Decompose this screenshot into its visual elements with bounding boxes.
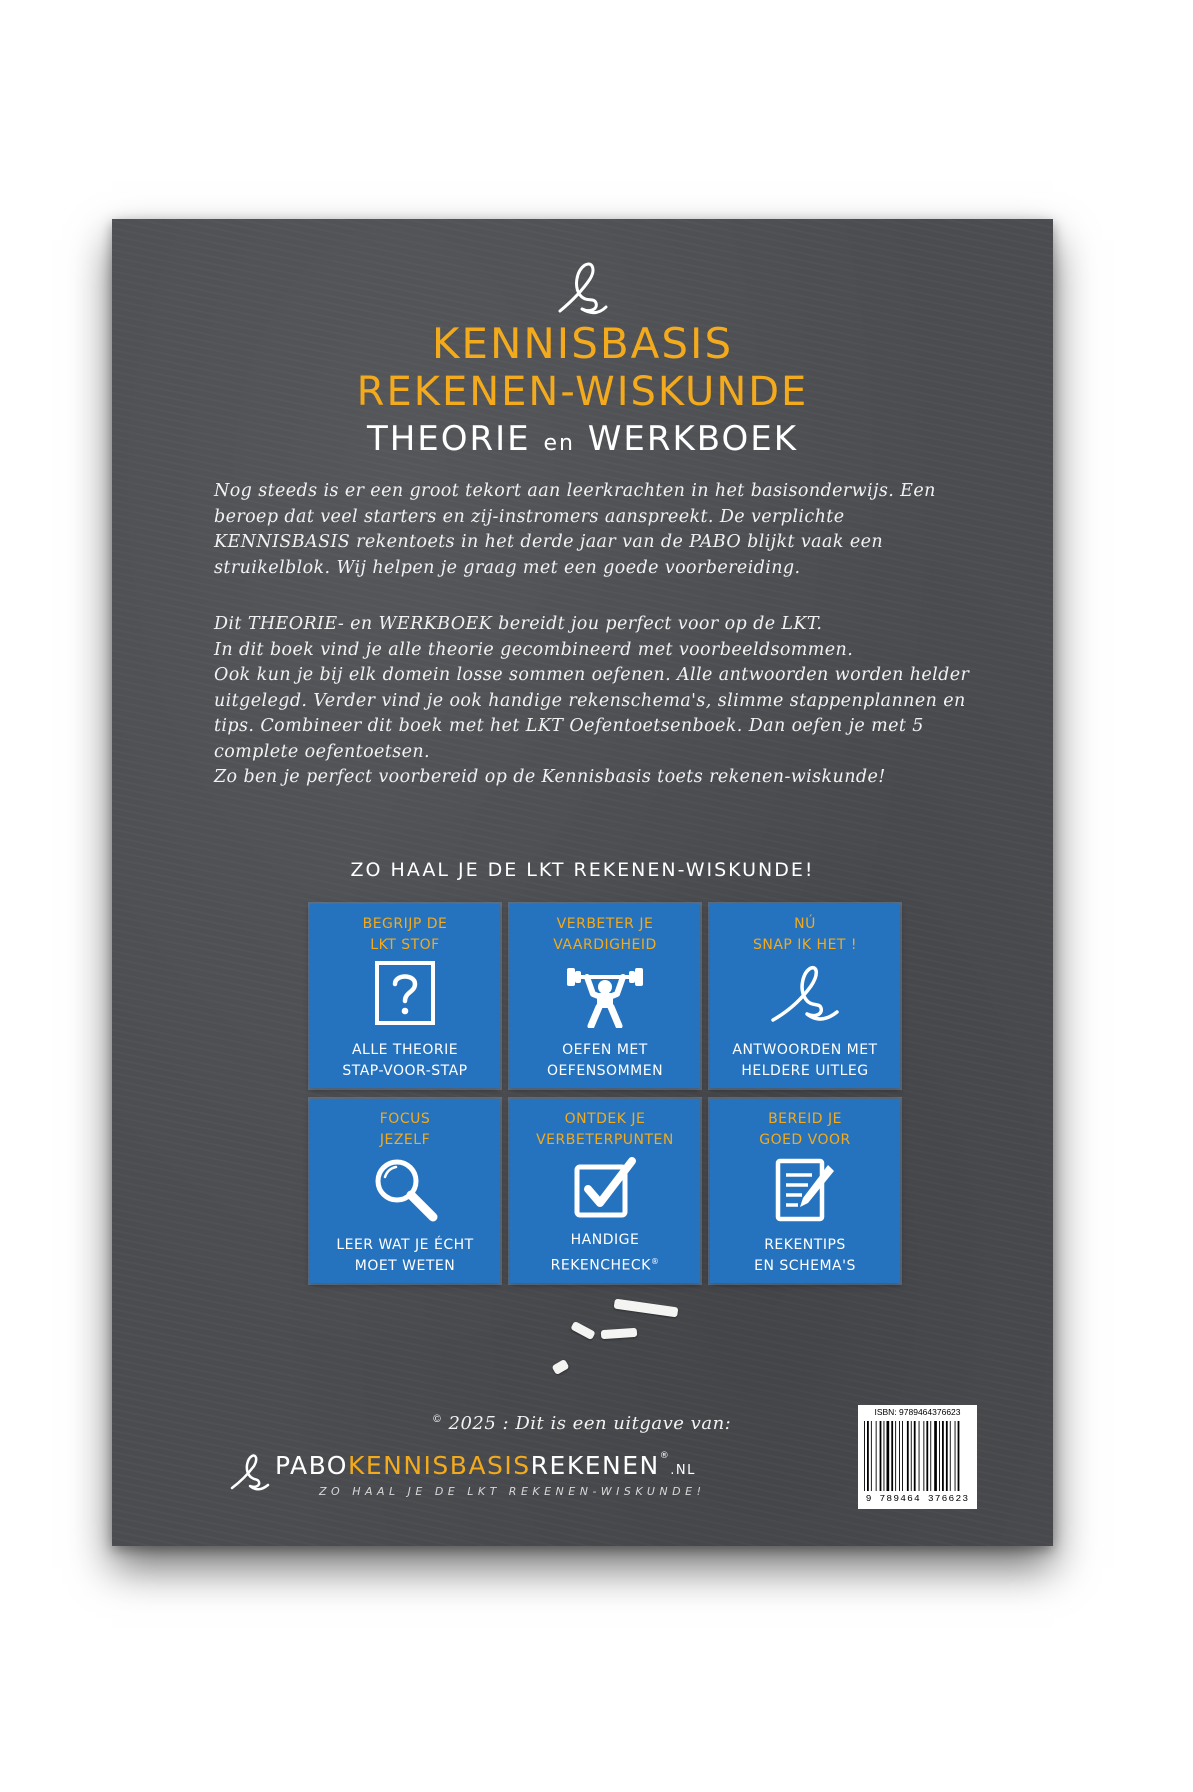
- tile-heading-line: SNAP IK HET !: [752, 937, 858, 953]
- feature-tile-tips: [710, 1099, 900, 1283]
- tile-heading: [310, 914, 500, 956]
- barcode-bar: [876, 1421, 877, 1491]
- tile-caption: [510, 1230, 700, 1277]
- barcode-bar: [955, 1421, 956, 1491]
- tile-caption-line: HANDIGE: [570, 1232, 640, 1249]
- tile-heading-line: GOED VOOR: [759, 1132, 851, 1148]
- brand-part-pabo: PABO: [275, 1451, 348, 1480]
- tile-caption-line: OEFENSOMMEN: [546, 1063, 664, 1079]
- tile-heading: [310, 1109, 500, 1151]
- feature-tile-answers: [710, 904, 900, 1088]
- title-line-3: [112, 419, 1053, 459]
- isbn-label: ISBN: 9789464376623: [874, 1407, 961, 1417]
- intro-paragraph: [214, 479, 974, 581]
- tile-caption-line: ALLE THEORIE: [351, 1042, 459, 1058]
- tile-caption: [510, 1040, 700, 1082]
- book-back-cover: [112, 219, 1053, 1546]
- copyright-line: [432, 1413, 731, 1434]
- brand-part-rekenen: REKENEN: [530, 1451, 660, 1480]
- barcode-bar: [891, 1421, 893, 1491]
- description-line: tips. Combineer dit boek met het LKT Oefentoetsenboek. Dan oefen je met 5: [214, 716, 924, 736]
- intro-line: beroep dat veel starters en zij-instromers aanspreekt. De verplichte: [214, 506, 845, 527]
- chalk-piece: [601, 1328, 638, 1339]
- barcode-bar: [864, 1421, 865, 1491]
- brand-signature-icon: [228, 1450, 272, 1494]
- slogan: ZO HAAL JE DE LKT REKENEN-WISKUNDE!: [350, 859, 815, 881]
- barcode-number: 9 789464 376623: [865, 1493, 970, 1504]
- brand-registered: ®: [659, 1451, 671, 1461]
- barcode-bar: [887, 1421, 890, 1491]
- barcode-bar: [939, 1421, 940, 1491]
- feature-tile-rekencheck: [510, 1099, 700, 1283]
- description-paragraph: [214, 612, 974, 791]
- intro-line: struikelblok. Wij helpen je graag met een goede voorbereiding.: [214, 557, 801, 578]
- barcode-bar: [919, 1421, 920, 1491]
- chalk-piece: [614, 1299, 679, 1318]
- isbn-barcode-box: [858, 1405, 977, 1509]
- barcode-bar: [884, 1421, 885, 1491]
- title-line-1: KENNISBASIS: [431, 319, 734, 368]
- barcode-bar: [899, 1421, 900, 1491]
- signature-icon: [767, 960, 843, 1028]
- barcode-bar: [958, 1421, 960, 1491]
- tile-caption-line: OEFEN MET: [562, 1042, 648, 1058]
- title-theorie: THEORIE: [366, 419, 531, 459]
- tile-heading: [510, 914, 700, 956]
- tile-caption: [310, 1235, 500, 1277]
- barcode: [863, 1421, 972, 1491]
- barcode-bar: [950, 1421, 951, 1491]
- tile-caption-text: REKENCHECK: [550, 1258, 651, 1274]
- barcode-bar: [871, 1421, 872, 1491]
- tile-heading: [710, 1109, 900, 1151]
- tile-caption-line: STAP-VOOR-STAP: [342, 1063, 468, 1079]
- tile-caption: [710, 1235, 900, 1277]
- publisher-brand: [275, 1451, 696, 1480]
- description-line: Zo ben je perfect voorbereid op de Kennisbasis toets rekenen-wiskunde!: [214, 767, 886, 787]
- tile-caption-line: [510, 1251, 700, 1277]
- feature-tile-practice: [510, 904, 700, 1088]
- tile-caption-line: HELDERE UITLEG: [741, 1063, 869, 1079]
- description-line: complete oefentoetsen.: [214, 741, 430, 762]
- tile-heading: [510, 1109, 700, 1151]
- title-en: en: [543, 431, 575, 456]
- intro-line: Nog steeds is er een groot tekort aan leerkrachten in het basisonderwijs. Een: [214, 481, 936, 501]
- intro-line: KENNISBASIS rekentoets in het derde jaar van de PABO blijkt vaak een: [214, 532, 884, 552]
- magnifier-icon: [371, 1155, 439, 1223]
- chalk-piece: [570, 1321, 595, 1340]
- barcode-bar: [911, 1421, 912, 1491]
- question-mark-icon: [374, 960, 436, 1026]
- signature-logo-icon: [552, 257, 612, 319]
- barcode-bar: [895, 1421, 896, 1491]
- checkbox-icon: [572, 1155, 638, 1221]
- tile-caption: [710, 1040, 900, 1082]
- description-line: Ook kun je bij elk domein losse sommen oefenen. Alle antwoorden worden helder: [214, 665, 970, 685]
- chalk-piece: [552, 1359, 570, 1375]
- tile-heading-line: JEZELF: [379, 1132, 431, 1148]
- barcode-bar: [914, 1421, 916, 1491]
- tile-heading-line: VERBETER JE: [556, 916, 654, 932]
- tile-heading-line: NÚ: [794, 916, 816, 932]
- tile-heading-line: VERBETERPUNTEN: [536, 1132, 674, 1148]
- copyright-symbol: ©: [432, 1414, 443, 1425]
- feature-tile-theory: [310, 904, 500, 1088]
- title-line-2: REKENEN-WISKUNDE: [356, 369, 809, 415]
- barcode-bar: [930, 1421, 931, 1491]
- barcode-bar: [926, 1421, 928, 1491]
- tile-heading-line: LKT STOF: [370, 937, 440, 953]
- barcode-bar: [907, 1421, 909, 1491]
- tile-caption-line: REKENTIPS: [764, 1237, 846, 1253]
- tile-heading-line: FOCUS: [379, 1111, 431, 1127]
- weightlifter-icon: [565, 960, 645, 1028]
- barcode-bar: [867, 1421, 869, 1491]
- description-line: uitgelegd. Verder vind je ook handige rekenschema's, slimme stappenplannen en: [214, 690, 966, 711]
- copyright-text: 2025 : Dit is een uitgave van:: [448, 1413, 732, 1434]
- title-werkboek: WERKBOEK: [587, 419, 799, 459]
- brand-tagline: ZO HAAL JE DE LKT REKENEN-WISKUNDE!: [319, 1485, 706, 1498]
- tile-caption-line: ANTWOORDEN MET: [732, 1042, 878, 1058]
- barcode-bar: [880, 1421, 882, 1491]
- tile-heading: [710, 914, 900, 956]
- tile-caption-line: EN SCHEMA'S: [754, 1258, 856, 1274]
- tile-caption: [310, 1040, 500, 1082]
- document-pen-icon: [772, 1155, 838, 1225]
- tile-heading-line: ONTDEK JE: [564, 1111, 646, 1127]
- tile-heading-line: BEREID JE: [768, 1111, 842, 1127]
- tile-heading-line: BEGRIJP DE: [362, 916, 448, 932]
- description-line: Dit THEORIE- en WERKBOEK bereidt jou perfect voor op de LKT.: [214, 614, 823, 634]
- barcode-bar: [942, 1421, 944, 1491]
- registered-mark: ®: [650, 1257, 660, 1267]
- barcode-bar: [902, 1421, 903, 1491]
- brand-part-kennisbasis: KENNISBASIS: [347, 1451, 531, 1480]
- barcode-bar: [923, 1421, 924, 1491]
- barcode-bar: [934, 1421, 937, 1491]
- tile-caption-line: MOET WETEN: [354, 1258, 456, 1274]
- feature-tile-focus: [310, 1099, 500, 1283]
- brand-tld: .NL: [670, 1463, 696, 1478]
- barcode-bar: [946, 1421, 948, 1491]
- tile-heading-line: VAARDIGHEID: [553, 937, 657, 953]
- tile-caption-line: LEER WAT JE ÉCHT: [336, 1237, 474, 1253]
- description-line: In dit boek vind je alle theorie gecombineerd met voorbeeldsommen.: [214, 639, 854, 660]
